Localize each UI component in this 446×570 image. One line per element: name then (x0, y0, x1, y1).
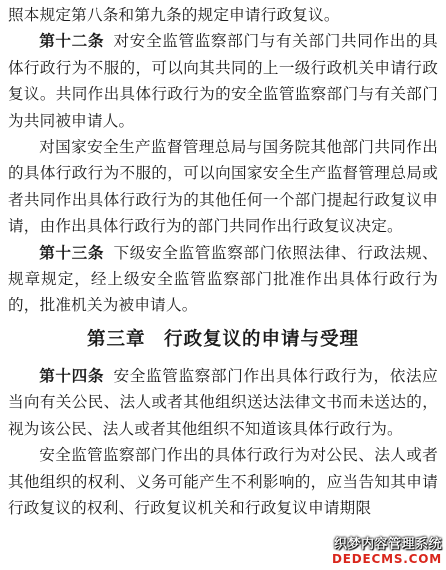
article-14-text: 安全监管监察部门作出具体行政行为，依法应当向有关公民、法人或者其他组织送达法律文书而未送达的，视为该公民、法人或者其他组织不知道该具体行政行为。 (8, 366, 438, 438)
watermark-url: DEDECMS.COM (331, 552, 442, 566)
article-14-paragraph (8, 363, 438, 442)
article-13-paragraph (8, 240, 438, 319)
article-12-text: 对安全监管监察部门与有关部门共同作出的具体行政行为不服的，可以向其共同的上一级行政机关申请行政复议。共同作出具体行政行为的安全监管监察部门与有关部门为共同被申请人。 (8, 32, 438, 130)
article-12-paragraph (8, 28, 438, 134)
article-13-text: 下级安全监管监察部门依照法律、行政法规、规章规定，经上级安全监管监察部门批准作出具体行政行为的，批准机关为被申请人。 (8, 243, 438, 315)
chapter-heading (8, 327, 438, 353)
chapter-title: 行政复议的申请与受理 (164, 328, 360, 350)
paragraph-continuation: 照本规定第八条和第九条的规定申请行政复议。 (8, 6, 340, 24)
article-14-label: 第十四条 (39, 366, 105, 385)
chapter-number: 第三章 (86, 328, 146, 350)
article-13-label: 第十三条 (39, 243, 105, 262)
watermark-name: 织梦内容管理系统 (333, 537, 442, 552)
article-12-label: 第十二条 (39, 32, 105, 51)
article-12-second-paragraph: 对国家安全生产监督管理总局与国务院其他部门共同作出的具体行政行为不服的，可以向国家安全生产监督管理总局或者共同作出具体行政行为的其他任何一个部门提起行政复议申请，由作出具体行政行为的部门共同作出行政复议决定。 (8, 138, 438, 236)
article-14-second-paragraph: 安全监管监察部门作出的具体行政行为对公民、法人或者其他组织的权利、义务可能产生不利影响的，应当告知其申请行政复议的权利、行政复议机关和行政复议申请期限 (8, 446, 438, 517)
